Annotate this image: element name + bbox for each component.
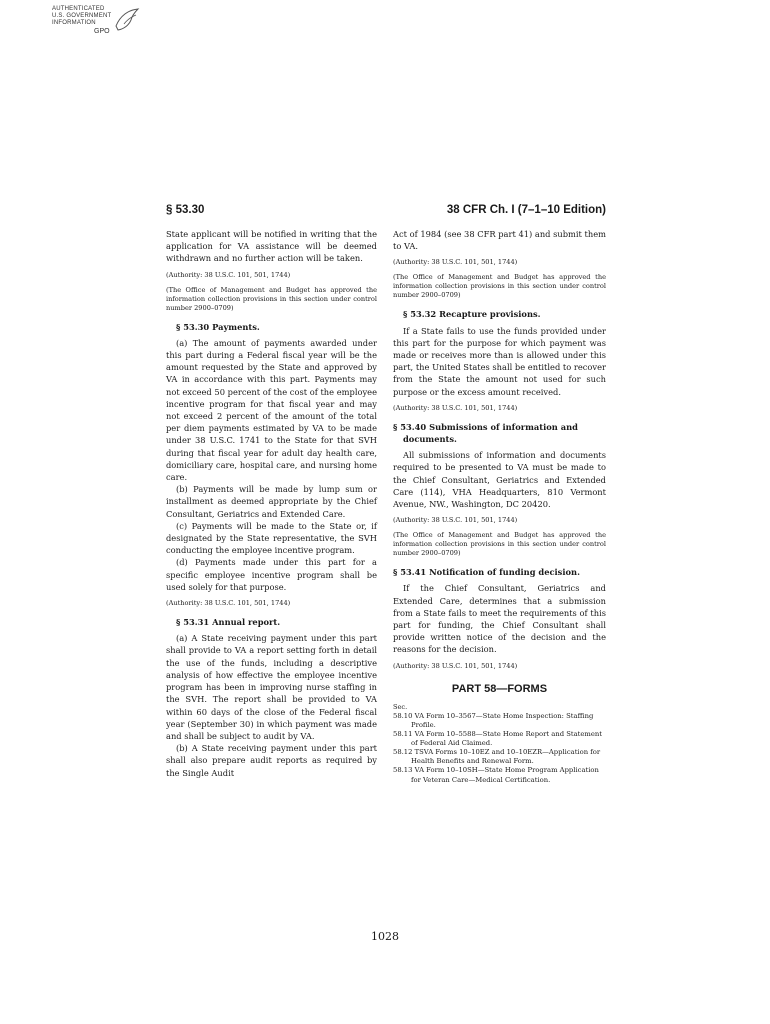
section-heading-53-31: § 53.31 Annual report. [176,617,281,628]
running-header [166,204,606,220]
gpo-logo-line-1: AUTHENTICATED [52,6,105,12]
toc-entry-58-12: 58.12 TSVA Forms 10–10EZ and 10–10EZR—Application for Health Benefits and Renewal Form. [393,748,601,766]
paragraph-53-30-b: (b) Payments will be made by lump sum or installment as deemed appropriate by the Chief Consultant, Geriatrics and Extended Care. [166,484,377,519]
authority-citation: (Authority: 38 U.S.C. 101, 501, 1744) [393,661,518,670]
authority-citation: (Authority: 38 U.S.C. 101, 501, 1744) [393,258,518,267]
omb-approval-note: (The Office of Management and Budget has approved the information collection provisions in this section under control number 2900–0709) [393,273,606,300]
header-section-number: § 53.30 [166,204,205,216]
authority-citation: (Authority: 38 U.S.C. 101, 501, 1744) [393,403,518,412]
omb-approval-note: (The Office of Management and Budget has approved the information collection provisions in this section under control number 2900–0709) [393,531,606,558]
gpo-authentication-logo [52,6,144,42]
section-heading-53-40: § 53.40 Submissions of information and documents. [393,421,578,445]
gpo-logo-name: GPO [94,28,110,35]
toc-entry-58-11: 58.11 VA Form 10–5588—State Home Report and Statement of Federal Aid Claimed. [393,730,603,748]
gpo-logo-line-3: INFORMATION [52,20,96,26]
toc-entry-58-10: 58.10 VA Form 10–3567—State Home Inspection: Staffing Profile. [393,711,594,729]
section-heading-53-32: § 53.32 Recapture provisions. [403,309,541,320]
section-heading-53-41: § 53.41 Notification of funding decision. [393,567,580,578]
toc-entry-58-13: 58.13 VA Form 10–10SH—State Home Program Application for Veteran Care—Medical Certification. [393,766,599,784]
paragraph-53-31-b: (b) A State receiving payment under this part shall also prepare audit reports as required by the Single Audit [166,743,377,778]
sec-label: Sec. [393,702,408,711]
paragraph-53-30-d: (d) Payments made under this part for a specific employee incentive program shall be used solely for that purpose. [166,557,377,592]
part-58-title: PART 58—FORMS [451,682,548,695]
paragraph-53-30-c: (c) Payments will be made to the State or, if designated by the State representative, the SVH conducting the employee incentive program. [166,520,377,556]
continued-paragraph: Act of 1984 (see 38 CFR part 41) and submit them to VA. [393,229,606,252]
authority-citation: (Authority: 38 U.S.C. 101, 501, 1744) [393,516,518,525]
authority-citation: (Authority: 38 U.S.C. 101, 501, 1744) [166,599,291,608]
left-column [166,228,377,779]
gpo-logo-line-2: U.S. GOVERNMENT [52,13,112,19]
right-column [393,228,606,785]
eagle-icon [112,6,142,36]
gpo-logo-text [52,6,111,27]
paragraph-53-32: If a State fails to use the funds provided under this part for the purpose for which payment was made or receives more than is allowed under this part, the United States shall be entitled to recover from the State the amount not used for such purpose or the excess amount received. [393,325,606,397]
paragraph-53-40: All submissions of information and documents required to be presented to VA must be made to the Chief Consultant, Geriatrics and Extended Care (114), VHA Headquarters, 810 Vermont Avenue, NW., Washington, DC 20420. [393,450,606,510]
omb-approval-note: (The Office of Management and Budget has approved the information collection provisions in this section under control number 2900–0709) [166,285,377,312]
header-cfr-edition: 38 CFR Ch. I (7–1–10 Edition) [446,204,606,216]
page-number: 1028 [371,930,399,943]
paragraph-53-30-a: (a) The amount of payments awarded under this part during a Federal fiscal year will be the amount requested by the State and approved by VA in accordance with this part. Payments may not exceed 50 percent of the cost of the employee incentive program for that fiscal year and may not exceed 2 percent of the amount of the total per diem payments estimated by VA to be made under 38 U.S.C. 1741 to the State for that SVH during that fiscal year for adult day health care, domiciliary care, hospital care, and nursing home care. [166,337,377,483]
section-heading-53-30: § 53.30 Payments. [176,321,260,332]
intro-paragraph: State applicant will be notified in writing that the application for VA assistance will be deemed withdrawn and no further action will be taken. [166,229,377,264]
authority-citation: (Authority: 38 U.S.C. 101, 501, 1744) [166,270,291,279]
paragraph-53-41: If the Chief Consultant, Geriatrics and Extended Care, determines that a submission from a State fails to meet the requirements of this part for funding, the Chief Consultant shall provide written notice of the decision and the reasons for the decision. [393,583,606,655]
paragraph-53-31-a: (a) A State receiving payment under this part shall provide to VA a report setting forth in detail the use of the funds, including a descriptive analysis of how effective the employee incentive program has been in improving nurse staffing in the SVH. The report shall be provided to VA within 60 days of the close of the Federal fiscal year (September 30) in which payment was made and shall be subject to audit by VA. [166,633,377,741]
